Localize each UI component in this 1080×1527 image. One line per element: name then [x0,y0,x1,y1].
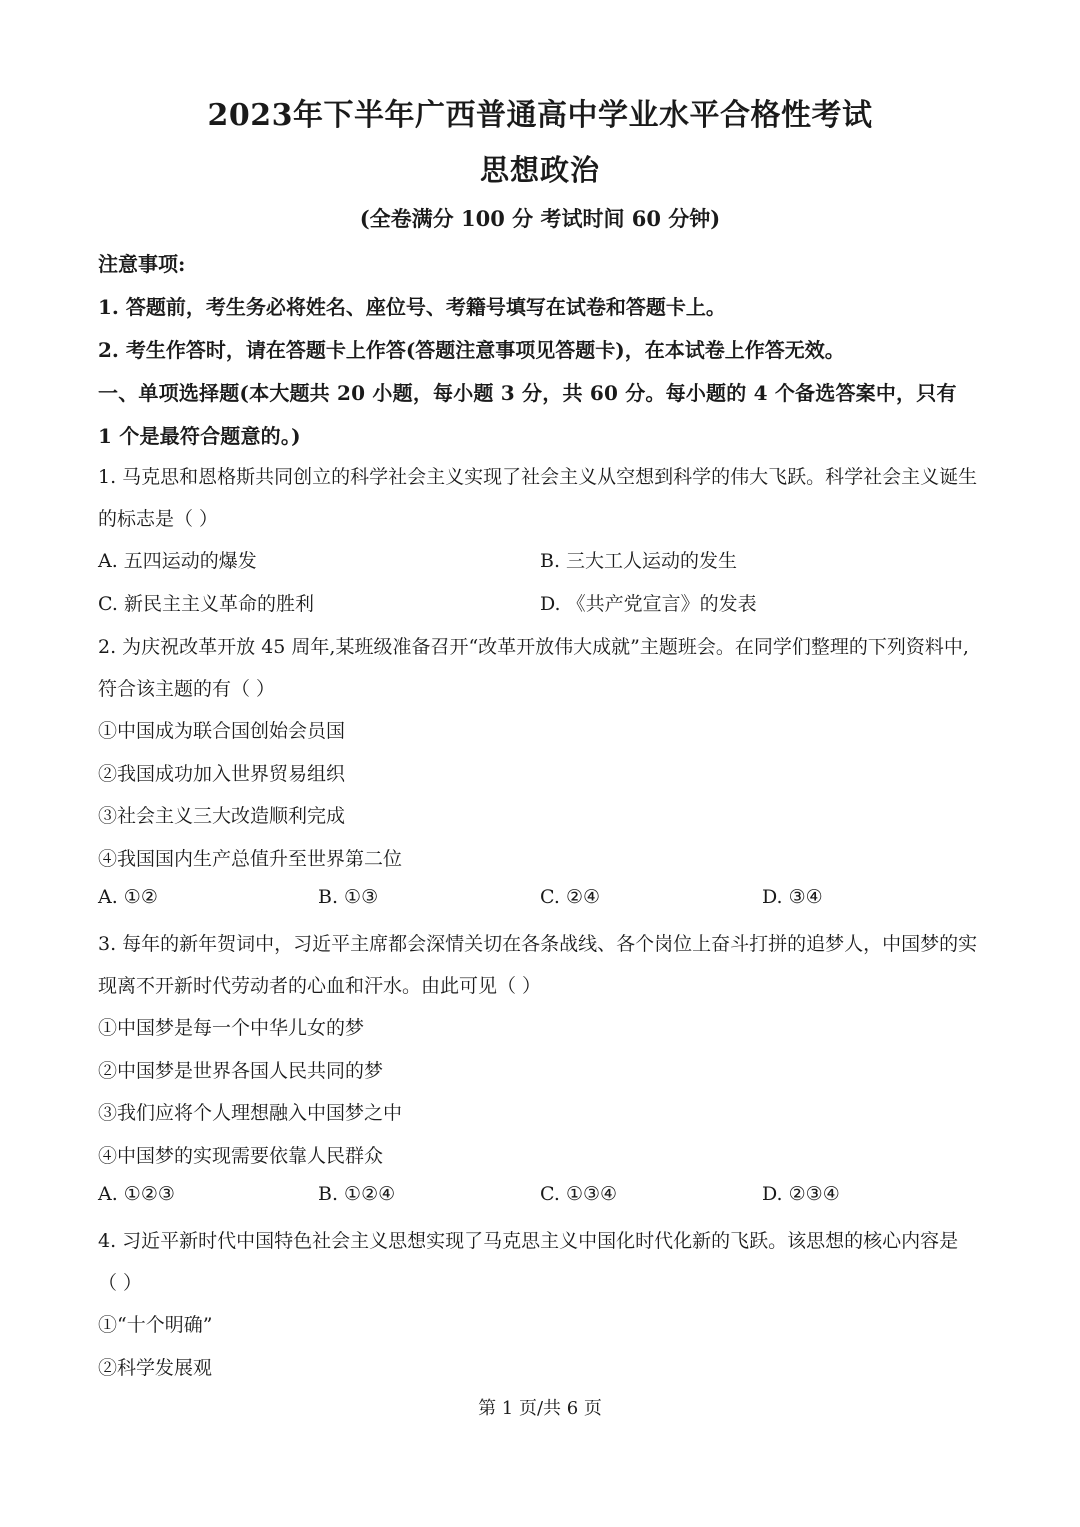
page-number: 第 1 页/共 6 页 [478,1398,602,1419]
section-heading-line-1: 一、单项选择题(本大题共 20 小题，每小题 3 分，共 60 分。每小题的 4 个备选答案中，只有 [98,381,957,405]
q1-option-c: C. 新民主主义革命的胜利 [98,593,314,615]
q2-statement-2: ②我国成功加入世界贸易组织 [98,763,346,785]
q2-option-a: A. ①② [98,886,158,908]
q2-option-b: B. ①③ [318,886,379,908]
q2-stem-line-1: 2. 为庆祝改革开放 45 周年,某班级准备召开“改革开放伟大成就”主题班会。在同学们整理的下列资料中, [98,636,969,658]
exam-title: 2023年下半年广西普通高中学业水平合格性考试 [207,98,873,133]
q2-stem-line-2: 符合该主题的有（ ） [98,678,276,700]
q1-option-a: A. 五四运动的爆发 [98,550,257,572]
q1-stem-line-1: 1. 马克思和恩格斯共同创立的科学社会主义实现了社会主义从空想到科学的伟大飞跃。科学社会主义诞生 [98,466,978,488]
q3-option-b: B. ①②④ [318,1183,396,1205]
q3-stem-line-1: 3. 每年的新年贺词中，习近平主席都会深情关切在各条战线、各个岗位上奋斗打拼的追梦人，中国梦的实 [98,933,978,955]
q2-statement-1: ①中国成为联合国创始会员国 [98,720,346,742]
q3-option-a: A. ①②③ [98,1183,175,1205]
q3-statement-1: ①中国梦是每一个中华儿女的梦 [98,1017,365,1039]
notice-item-2: 2. 考生作答时，请在答题卡上作答(答题注意事项见答题卡)，在本试卷上作答无效。 [98,338,845,362]
q4-stem-line-1: 4. 习近平新时代中国特色社会主义思想实现了马克思主义中国化时代化新的飞跃。该思想的核心内容是 [98,1230,959,1252]
q3-option-c: C. ①③④ [540,1183,618,1205]
notice-heading: 注意事项: [98,252,186,276]
q3-statement-2: ②中国梦是世界各国人民共同的梦 [98,1060,384,1082]
notice-item-1: 1. 答题前，考生务必将姓名、座位号、考籍号填写在试卷和答题卡上。 [98,295,726,319]
q2-option-c: C. ②④ [540,886,601,908]
q1-option-b: B. 三大工人运动的发生 [540,550,738,572]
q2-statement-4: ④我国国内生产总值升至世界第二位 [98,848,403,870]
q3-stem-line-2: 现离不开新时代劳动者的心血和汗水。由此可见（ ） [98,975,542,997]
section-heading-line-2: 1 个是最符合题意的。) [98,424,301,448]
q2-statement-3: ③社会主义三大改造顺利完成 [98,805,346,827]
score-info: (全卷满分 100 分 考试时间 60 分钟) [359,206,721,231]
q4-statement-2: ②科学发展观 [98,1357,213,1379]
q4-stem-line-2: （ ） [98,1272,143,1294]
q1-stem-line-2: 的标志是（ ） [98,508,219,530]
q3-statement-3: ③我们应将个人理想融入中国梦之中 [98,1102,403,1124]
q4-statement-1: ①“十个明确” [98,1314,213,1336]
q2-option-d: D. ③④ [762,886,823,908]
q3-statement-4: ④中国梦的实现需要依靠人民群众 [98,1145,384,1167]
subject-title: 思想政治 [479,153,600,187]
q1-option-d: D. 《共产党宣言》的发表 [540,593,757,615]
q3-option-d: D. ②③④ [762,1183,840,1205]
